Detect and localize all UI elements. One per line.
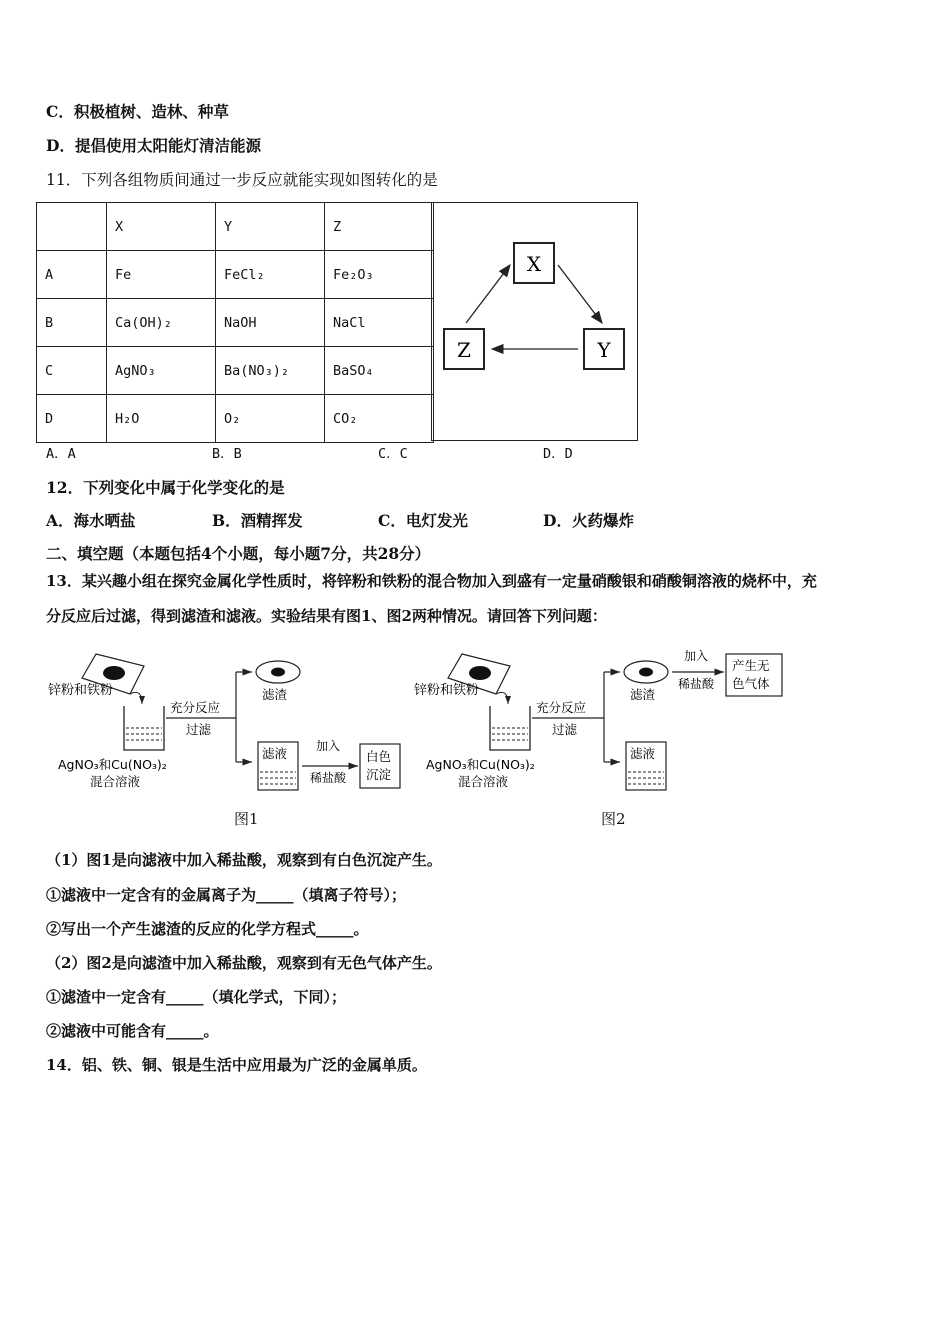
table-cell: AgNO₃ xyxy=(107,347,216,395)
table-cell: Y xyxy=(216,203,325,251)
q11-stem: 11．下列各组物质间通过一步反应就能实现如图转化的是 xyxy=(46,171,438,189)
solution-label-line1: AgNO₃和Cu(NO₃)₂ xyxy=(58,757,167,772)
filter-label: 过滤 xyxy=(186,722,212,737)
xyz-cycle-diagram xyxy=(431,202,638,441)
table-cell: D xyxy=(37,395,107,443)
q11-option-d: D．D xyxy=(543,446,573,462)
table-cell: H₂O xyxy=(107,395,216,443)
q13-stem-line1: 13．某兴趣小组在探究金属化学性质时，将锌粉和铁粉的混合物加入到盛有一定量硝酸银和硝酸铜溶液的烧杯中，充 xyxy=(46,572,817,590)
powder-label: 锌粉和铁粉 xyxy=(48,683,114,698)
powder-icon xyxy=(103,666,125,680)
solution-label-line2: 混合溶液 xyxy=(90,774,141,789)
q13-part2-b: ②滤液中可能含有_____。 xyxy=(46,1022,219,1040)
q12-option-b: B．酒精挥发 xyxy=(212,511,303,530)
q11-option-c: C．C xyxy=(378,446,408,462)
figure-2 xyxy=(412,648,792,807)
option-c-prev: C．积极植树、造林、种草 xyxy=(46,102,229,121)
table-row xyxy=(37,395,434,443)
powder-label: 锌粉和铁粉 xyxy=(414,683,480,698)
residue-label: 滤渣 xyxy=(262,687,288,702)
add-label-line2: 稀盐酸 xyxy=(310,771,347,785)
q12-option-a: A．海水晒盐 xyxy=(46,511,136,530)
react-label: 充分反应 xyxy=(170,700,221,715)
figure-1 xyxy=(46,648,416,807)
powder-icon xyxy=(469,666,491,680)
q12-option-c: C．电灯发光 xyxy=(378,511,468,530)
table-cell: B xyxy=(37,299,107,347)
table-cell: Fe xyxy=(107,251,216,299)
result-label-line1: 白色 xyxy=(366,749,392,764)
add-label-line2: 稀盐酸 xyxy=(678,677,715,691)
arrow-x-to-y xyxy=(558,265,602,323)
table-cell: Z xyxy=(325,203,434,251)
table-cell xyxy=(37,203,107,251)
table-row xyxy=(37,299,434,347)
q11-option-a: A．A xyxy=(46,446,76,462)
node-y-label: Y xyxy=(597,338,611,362)
table-cell: O₂ xyxy=(216,395,325,443)
q13-part2-a: ①滤渣中一定含有_____（填化学式，下同）； xyxy=(46,988,347,1006)
option-d-prev: D．提倡使用太阳能灯清洁能源 xyxy=(46,136,261,155)
add-label-line1: 加入 xyxy=(684,649,709,663)
residue-label: 滤渣 xyxy=(630,687,656,702)
filtrate-label: 滤液 xyxy=(262,746,288,761)
section-heading: 二、填空题（本题包括4个小题，每小题7分，共28分） xyxy=(46,544,431,563)
table-cell: Fe₂O₃ xyxy=(325,251,434,299)
table-cell: NaOH xyxy=(216,299,325,347)
q13-part1-a: ①滤液中一定含有的金属离子为_____（填离子符号）； xyxy=(46,886,407,904)
add-label-line1: 加入 xyxy=(316,739,341,753)
table-row xyxy=(37,251,434,299)
result-label-line2: 色气体 xyxy=(732,676,770,691)
figure-1-caption: 图1 xyxy=(234,810,259,828)
react-label: 充分反应 xyxy=(536,700,587,715)
solution-label-line1: AgNO₃和Cu(NO₃)₂ xyxy=(426,757,535,772)
table-cell: X xyxy=(107,203,216,251)
table-cell: Ba(NO₃)₂ xyxy=(216,347,325,395)
table-header-row xyxy=(37,203,434,251)
filtrate-label: 滤液 xyxy=(630,746,656,761)
result-label-line2: 沉淀 xyxy=(366,767,392,782)
table-row xyxy=(37,347,434,395)
q14-stem: 14．铝、铁、铜、银是生活中应用最为广泛的金属单质。 xyxy=(46,1056,427,1074)
q12-stem: 12．下列变化中属于化学变化的是 xyxy=(46,478,285,497)
table-cell: FeCl₂ xyxy=(216,251,325,299)
table-cell: A xyxy=(37,251,107,299)
figure-2-caption: 图2 xyxy=(601,810,626,828)
q13-part1: （1）图1是向滤液中加入稀盐酸，观察到有白色沉淀产生。 xyxy=(46,851,442,869)
table-cell: NaCl xyxy=(325,299,434,347)
table-cell: Ca(OH)₂ xyxy=(107,299,216,347)
arrow-z-to-x xyxy=(466,265,510,323)
table-cell: BaSO₄ xyxy=(325,347,434,395)
node-z-label: Z xyxy=(457,338,471,362)
result-label-line1: 产生无 xyxy=(732,658,770,673)
node-x-label: X xyxy=(526,252,542,276)
q13-part2: （2）图2是向滤渣中加入稀盐酸，观察到有无色气体产生。 xyxy=(46,954,442,972)
q13-part1-b: ②写出一个产生滤渣的反应的化学方程式_____。 xyxy=(46,920,369,938)
q11-option-b: B．B xyxy=(212,446,242,462)
q12-option-d: D．火药爆炸 xyxy=(543,511,634,530)
filter-label: 过滤 xyxy=(552,722,578,737)
table-cell: C xyxy=(37,347,107,395)
q13-stem-line2: 分反应后过滤，得到滤渣和滤液。实验结果有图1、图2两种情况。请回答下列问题： xyxy=(46,607,607,625)
solution-label-line2: 混合溶液 xyxy=(458,774,509,789)
q11-table xyxy=(36,202,434,443)
table-cell: CO₂ xyxy=(325,395,434,443)
